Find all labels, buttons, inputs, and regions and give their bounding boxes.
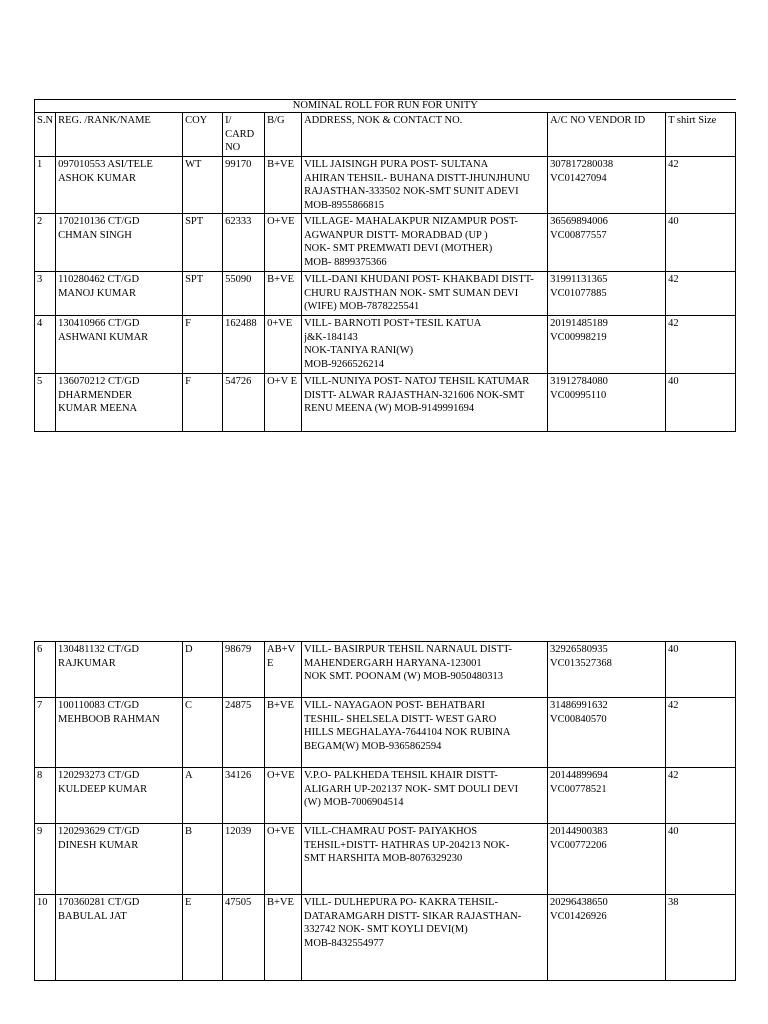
nominal-roll-table-page2 — [34, 641, 736, 981]
account-vendor-cell: 31486991632 VC00840570 — [548, 698, 666, 768]
reg-rank-name-cell: 100110083 CT/GD MEHBOOB RAHMAN — [56, 698, 183, 768]
blood-group-cell: B+VE — [265, 272, 302, 316]
address-cell: VILLAGE- MAHALAKPUR NIZAMPUR POST- AGWANPUR DISTT- MORADBAD (UP ) NOK- SMT PREMWATI DEVI (MOTHER) MOB- 8899375366 — [302, 214, 548, 272]
table-row — [35, 157, 736, 214]
tshirt-size-cell: 40 — [666, 214, 736, 272]
account-vendor-cell: 307817280038 VC01427094 — [548, 157, 666, 214]
reg-rank-name-cell: 136070212 CT/GD DHARMENDER KUMAR MEENA — [56, 374, 183, 432]
table-row — [35, 698, 736, 768]
table-row — [35, 642, 736, 698]
coy-cell: C — [183, 698, 223, 768]
tshirt-size-cell: 40 — [666, 642, 736, 698]
serial-number-cell: 8 — [35, 768, 56, 824]
table-row — [35, 768, 736, 824]
tshirt-size-cell: 42 — [666, 272, 736, 316]
reg-rank-name-cell: 170360281 CT/GD BABULAL JAT — [56, 895, 183, 981]
tshirt-size-cell: 40 — [666, 824, 736, 895]
blood-group-cell: O+V E — [265, 374, 302, 432]
blood-group-cell: O+VE — [265, 824, 302, 895]
reg-rank-name-cell: 110280462 CT/GD MANOJ KUMAR — [56, 272, 183, 316]
blood-group-cell: 0+VE — [265, 316, 302, 374]
address-cell: VILL- DULHEPURA PO- KAKRA TEHSIL- DATARAMGARH DISTT- SIKAR RAJASTHAN- 332742 NOK- SMT KOYLI DEVI(M) MOB-8432554977 — [302, 895, 548, 981]
table-row — [35, 895, 736, 981]
address-cell: VILL- BASIRPUR TEHSIL NARNAUL DISTT- MAHENDERGARH HARYANA-123001 NOK SMT. POONAM (W) MOB-9050480313 — [302, 642, 548, 698]
header-tshirt-size: T shirt Size — [666, 113, 736, 157]
serial-number-cell: 9 — [35, 824, 56, 895]
coy-cell: B — [183, 824, 223, 895]
tshirt-size-cell: 42 — [666, 157, 736, 214]
tshirt-size-cell: 42 — [666, 316, 736, 374]
reg-rank-name-cell: 130410966 CT/GD ASHWANI KUMAR — [56, 316, 183, 374]
coy-cell: F — [183, 374, 223, 432]
reg-rank-name-cell: 120293273 CT/GD KULDEEP KUMAR — [56, 768, 183, 824]
header-row — [35, 113, 736, 157]
tshirt-size-cell: 42 — [666, 768, 736, 824]
reg-rank-name-cell: 130481132 CT/GD RAJKUMAR — [56, 642, 183, 698]
blood-group-cell: O+VE — [265, 214, 302, 272]
address-cell: VILL-NUNIYA POST- NATOJ TEHSIL KATUMAR DISTT- ALWAR RAJASTHAN-321606 NOK-SMT RENU MEENA (W) MOB-9149991694 — [302, 374, 548, 432]
coy-cell: A — [183, 768, 223, 824]
address-cell: V.P.O- PALKHEDA TEHSIL KHAIR DISTT- ALIGARH UP-202137 NOK- SMT DOULI DEVI (W) MOB-7006904514 — [302, 768, 548, 824]
serial-number-cell: 2 — [35, 214, 56, 272]
header-icard-no: I/ CARD NO — [223, 113, 265, 157]
header-reg-rank-name: REG. /RANK/NAME — [56, 113, 183, 157]
blood-group-cell: B+VE — [265, 895, 302, 981]
serial-number-cell: 4 — [35, 316, 56, 374]
icard-no-cell: 54726 — [223, 374, 265, 432]
account-vendor-cell: 31991131365 VC01077885 — [548, 272, 666, 316]
blood-group-cell: B+VE — [265, 698, 302, 768]
blood-group-cell: B+VE — [265, 157, 302, 214]
icard-no-cell: 62333 — [223, 214, 265, 272]
blood-group-cell: AB+V E — [265, 642, 302, 698]
icard-no-cell: 98679 — [223, 642, 265, 698]
title-row — [35, 100, 736, 113]
icard-no-cell: 24875 — [223, 698, 265, 768]
reg-rank-name-cell: 097010553 ASI/TELE ASHOK KUMAR — [56, 157, 183, 214]
address-cell: VILL JAISINGH PURA POST- SULTANA AHIRAN TEHSIL- BUHANA DISTT-JHUNJHUNU RAJASTHAN-333502 NOK-SMT SUNIT ADEVI MOB-8955866815 — [302, 157, 548, 214]
tshirt-size-cell: 42 — [666, 698, 736, 768]
serial-number-cell: 7 — [35, 698, 56, 768]
account-vendor-cell: 20296438650 VC01426926 — [548, 895, 666, 981]
table-row — [35, 214, 736, 272]
reg-rank-name-cell: 120293629 CT/GD DINESH KUMAR — [56, 824, 183, 895]
header-coy: COY — [183, 113, 223, 157]
nominal-roll-table-page1 — [34, 99, 736, 432]
serial-number-cell: 5 — [35, 374, 56, 432]
header-account-vendor: A/C NO VENDOR ID — [548, 113, 666, 157]
icard-no-cell: 99170 — [223, 157, 265, 214]
account-vendor-cell: 20144900383 VC00772206 — [548, 824, 666, 895]
icard-no-cell: 55090 — [223, 272, 265, 316]
header-sn: S.N — [35, 113, 56, 157]
coy-cell: E — [183, 895, 223, 981]
icard-no-cell: 162488 — [223, 316, 265, 374]
serial-number-cell: 10 — [35, 895, 56, 981]
account-vendor-cell: 36569894006 VC00877557 — [548, 214, 666, 272]
serial-number-cell: 6 — [35, 642, 56, 698]
header-blood-group: B/G — [265, 113, 302, 157]
table-row — [35, 272, 736, 316]
icard-no-cell: 47505 — [223, 895, 265, 981]
coy-cell: SPT — [183, 272, 223, 316]
table-row — [35, 374, 736, 432]
serial-number-cell: 3 — [35, 272, 56, 316]
address-cell: VILL-CHAMRAU POST- PAIYAKHOS TEHSIL+DISTT- HATHRAS UP-204213 NOK- SMT HARSHITA MOB-8076329230 — [302, 824, 548, 895]
coy-cell: WT — [183, 157, 223, 214]
address-cell: VILL- NAYAGAON POST- BEHATBARI TESHIL- SHELSELA DISTT- WEST GARO HILLS MEGHALAYA-7644104 NOK RUBINA BEGAM(W) MOB-9365862594 — [302, 698, 548, 768]
coy-cell: SPT — [183, 214, 223, 272]
account-vendor-cell: 20191485189 VC00998219 — [548, 316, 666, 374]
account-vendor-cell: 31912784080 VC00995110 — [548, 374, 666, 432]
table-row — [35, 316, 736, 374]
account-vendor-cell: 32926580935 VC013527368 — [548, 642, 666, 698]
table-row — [35, 824, 736, 895]
address-cell: VILL- BARNOTI POST+TESIL KATUA j&K-184143 NOK-TANIYA RANI(W) MOB-9266526214 — [302, 316, 548, 374]
tshirt-size-cell: 38 — [666, 895, 736, 981]
reg-rank-name-cell: 170210136 CT/GD CHMAN SINGH — [56, 214, 183, 272]
serial-number-cell: 1 — [35, 157, 56, 214]
blood-group-cell: O+VE — [265, 768, 302, 824]
coy-cell: F — [183, 316, 223, 374]
icard-no-cell: 12039 — [223, 824, 265, 895]
header-address: ADDRESS, NOK & CONTACT NO. — [302, 113, 548, 157]
table-title: NOMINAL ROLL FOR RUN FOR UNITY — [35, 100, 736, 113]
account-vendor-cell: 20144899694 VC00778521 — [548, 768, 666, 824]
tshirt-size-cell: 40 — [666, 374, 736, 432]
coy-cell: D — [183, 642, 223, 698]
icard-no-cell: 34126 — [223, 768, 265, 824]
address-cell: VILL-DANI KHUDANI POST- KHAKBADI DISTT- CHURU RAJSTHAN NOK- SMT SUMAN DEVI (WIFE) MOB-7878225541 — [302, 272, 548, 316]
